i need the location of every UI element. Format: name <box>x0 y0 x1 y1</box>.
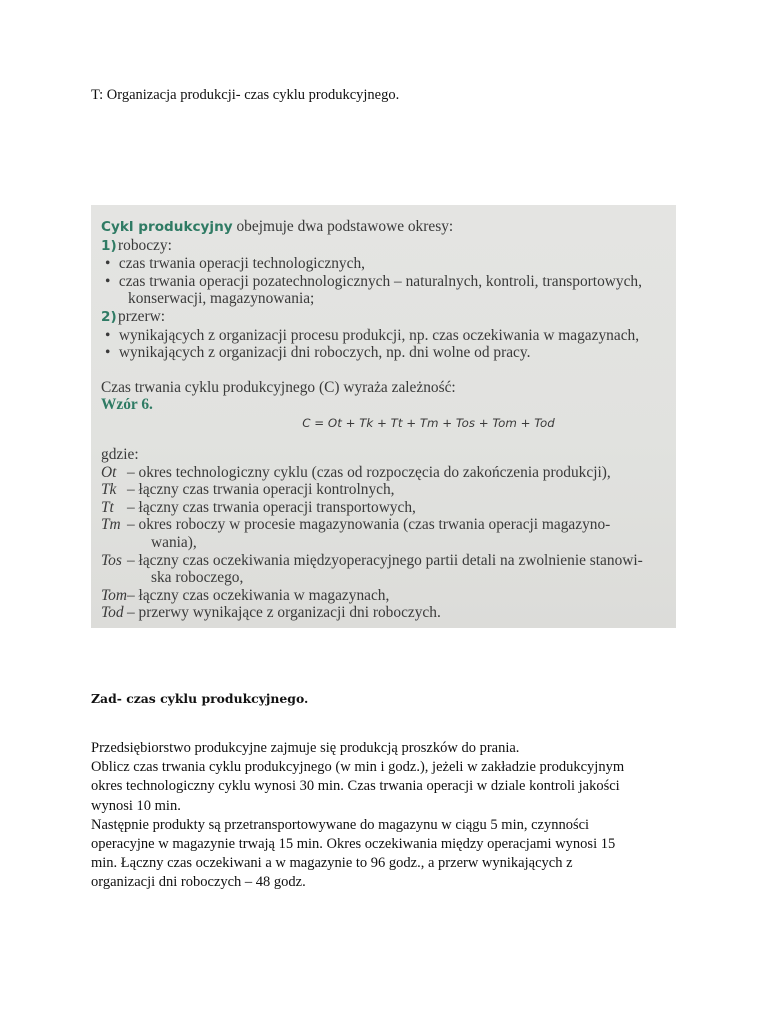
bullet-continuation: konserwacji, magazynowania; <box>128 290 315 308</box>
task-line: organizacji dni roboczych – 48 godz. <box>91 874 306 891</box>
definition-continuation: ska roboczego, <box>151 569 244 587</box>
period-heading <box>101 308 666 327</box>
definition-symbol: Tos <box>101 551 122 569</box>
definition-text: – łączny czas trwania operacji transportowych, <box>127 498 416 516</box>
bullet-text: wynikających z organizacji procesu produkcji, np. czas oczekiwania w magazynach, <box>118 326 640 344</box>
intro-term: Cykl produkcyjny <box>101 219 233 235</box>
period-number: 2) <box>101 308 117 325</box>
definition-continuation: wania), <box>151 533 197 551</box>
bullet-icon: • <box>105 326 111 344</box>
period-heading <box>101 237 666 256</box>
bullet-text: czas trwania operacji pozatechnologicznych – naturalnych, kontroli, transportowych, <box>118 272 642 290</box>
definition-symbol: Ot <box>101 463 117 481</box>
bullet-item <box>101 255 666 273</box>
task-line: Następnie produkty są przetransportowywane do magazynu w ciągu 5 min, czynności <box>91 816 590 833</box>
definition-row <box>101 587 666 605</box>
period-label: przerw: <box>118 307 165 325</box>
bullet-item <box>101 273 666 291</box>
period-label: roboczy: <box>118 236 172 254</box>
task-body <box>91 739 691 893</box>
formula-intro: Czas trwania cyklu produkcyjnego (C) wyraża zależność: <box>101 378 456 396</box>
task-line: wynosi 10 min. <box>91 797 181 814</box>
task-line: Przedsiębiorstwo produkcyjne zajmuje się produkcją proszków do prania. <box>91 740 520 756</box>
definition-row <box>101 552 666 570</box>
where-label: gdzie: <box>101 445 139 463</box>
definition-row <box>101 499 666 517</box>
task-line: min. Łączny czas oczekiwani a w magazynie to 96 godz., a przerw wynikających z <box>91 855 573 872</box>
formula: C = Ot + Tk + Tt + Tm + Tos + Tom + Tod <box>302 415 555 430</box>
definition-row <box>101 604 666 622</box>
definition-symbol: Tk <box>101 481 117 499</box>
definition-symbol: Tom <box>101 586 127 604</box>
definition-text: – okres technologiczny cyklu (czas od rozpoczęcia do zakończenia produkcji), <box>127 463 611 481</box>
bullet-icon: • <box>105 255 111 273</box>
definition-row <box>101 481 666 499</box>
task-line: okres technologiczny cyklu wynosi 30 min. Czas trwania operacji w dziale kontroli jakości <box>91 778 620 795</box>
task-line: Oblicz czas trwania cyklu produkcyjnego (w min i godz.), jeżeli w zakładzie produkcyjnym <box>91 759 625 776</box>
definition-text: – okres roboczy w procesie magazynowania (czas trwania operacji magazyno- <box>127 516 611 534</box>
definition-symbol: Tm <box>101 516 121 534</box>
bullet-icon: • <box>105 344 111 362</box>
bullet-item <box>101 344 666 362</box>
task-title: Zad- czas cyklu produkcyjnego. <box>91 691 309 706</box>
intro-line <box>101 218 666 237</box>
bullet-icon: • <box>105 272 111 290</box>
definition-row <box>101 464 666 482</box>
definition-symbol: Tod <box>101 604 124 622</box>
bullet-text: wynikających z organizacji dni roboczych, np. dni wolne od pracy. <box>118 344 531 362</box>
definition-symbol: Tt <box>101 498 114 516</box>
formula-label: Wzór 6. <box>101 396 153 414</box>
period-number: 1) <box>101 237 117 254</box>
intro-rest: obejmuje dwa podstawowe okresy: <box>232 218 454 235</box>
document-title: T: Organizacja produkcji- czas cyklu produkcyjnego. <box>91 87 400 103</box>
definition-text: – łączny czas oczekiwania w magazynach, <box>127 586 390 604</box>
task-line: operacyjne w magazynie trwają 15 min. Okres oczekiwania między operacjami wynosi 15 <box>91 836 616 853</box>
definition-text: – łączny czas trwania operacji kontrolnych, <box>127 481 395 499</box>
bullet-text: czas trwania operacji technologicznych, <box>118 255 365 273</box>
definition-text: – przerwy wynikające z organizacji dni roboczych. <box>127 604 441 622</box>
bullet-item <box>101 327 666 345</box>
definition-text: – łączny czas oczekiwania międzyoperacyjnego partii detali na zwolnienie stanowi- <box>127 551 643 569</box>
definition-row <box>101 516 666 534</box>
textbook-photo <box>91 205 676 628</box>
